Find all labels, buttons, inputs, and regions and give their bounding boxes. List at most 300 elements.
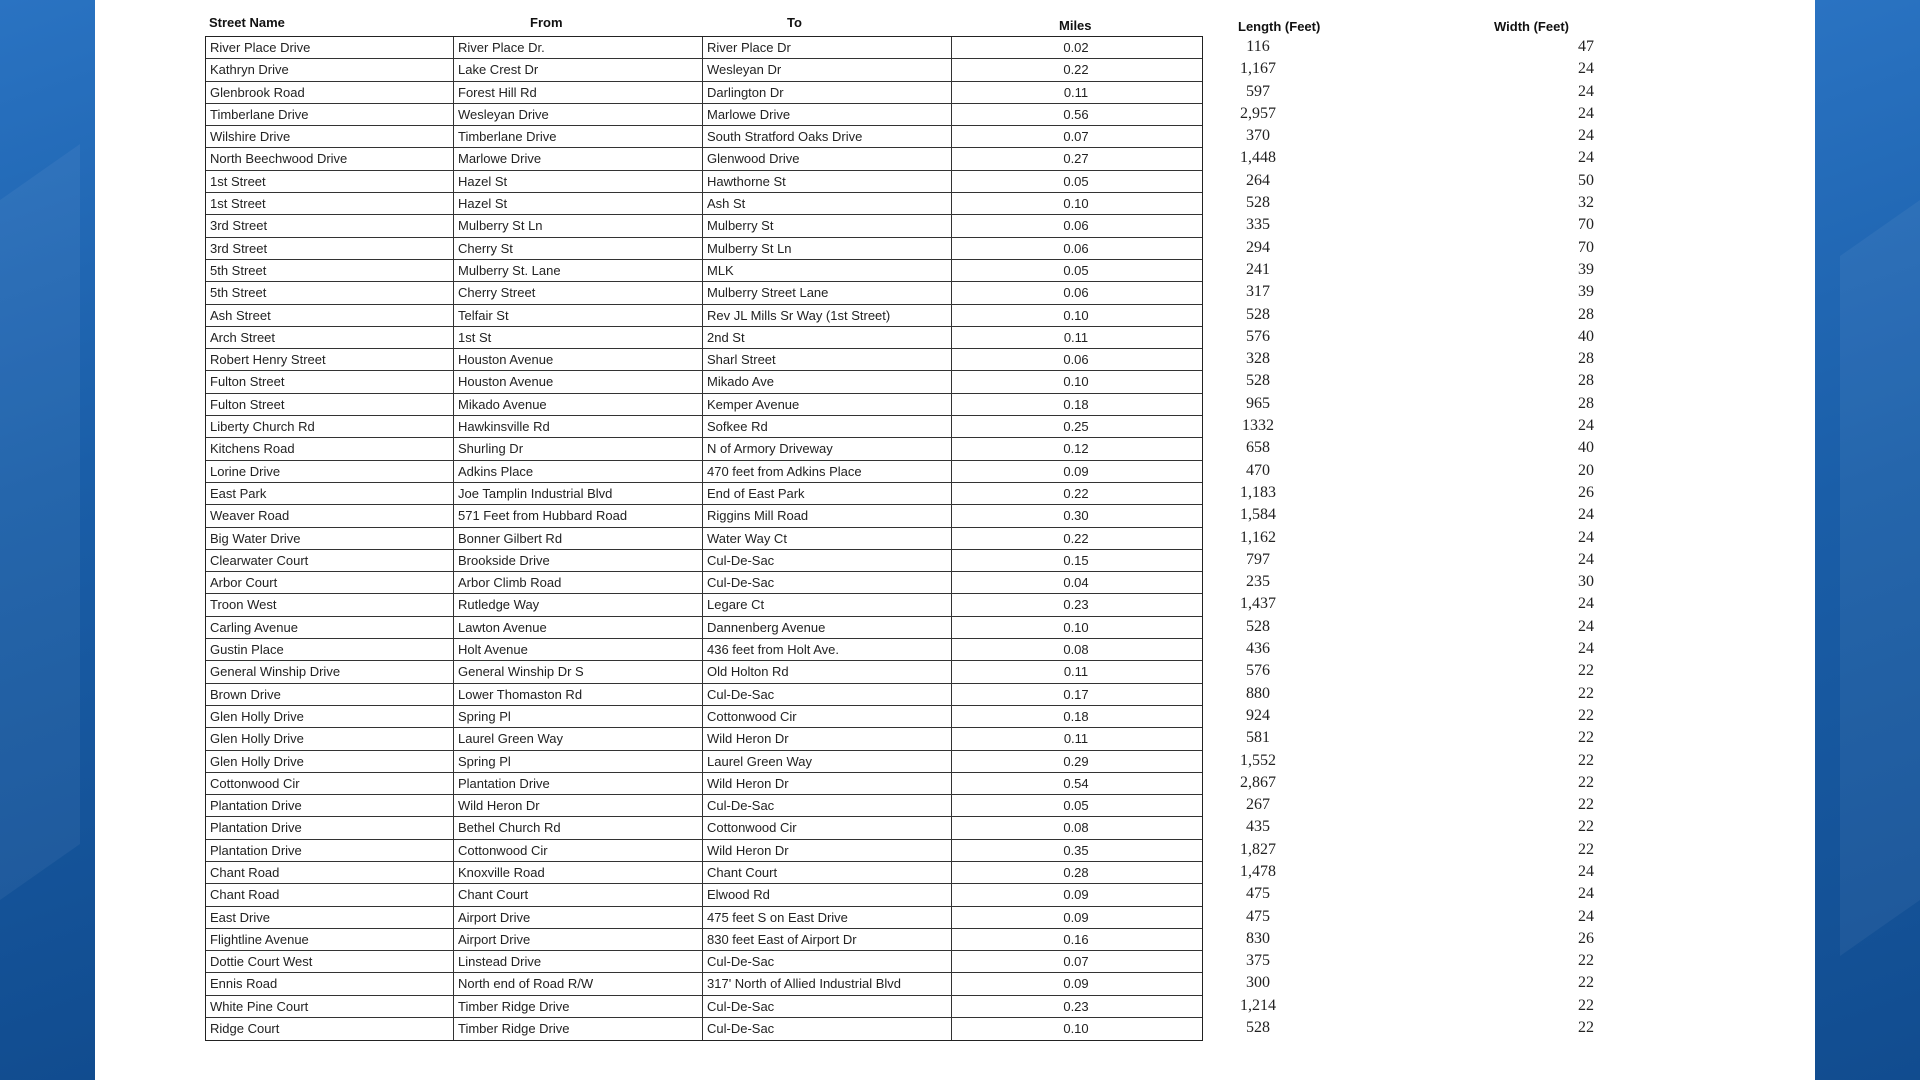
street-name-cell: General Winship Drive [206, 661, 454, 682]
miles-cell: 0.11 [1063, 664, 1089, 680]
from-cell: Holt Avenue [454, 639, 703, 660]
miles-cell: 0.10 [1063, 619, 1089, 635]
width-feet-cell: 24 [1578, 82, 1594, 100]
length-width-row [95, 727, 1815, 749]
length-feet-cell: 375 [1246, 952, 1270, 970]
header-width-feet: Width (Feet) [1494, 19, 1569, 34]
street-name-cell: Kitchens Road [206, 438, 454, 459]
from-cell: Houston Avenue [454, 349, 703, 370]
to-cell: Dannenberg Avenue [703, 617, 952, 638]
miles-cell: 0.18 [1063, 396, 1089, 412]
from-cell: River Place Dr. [454, 37, 703, 58]
street-name-cell: Troon West [206, 594, 454, 615]
to-cell: Rev JL Mills Sr Way (1st Street) [703, 305, 952, 326]
length-feet-cell: 528 [1246, 1019, 1270, 1037]
length-feet-cell: 528 [1246, 372, 1270, 390]
street-name-cell: Wilshire Drive [206, 126, 454, 147]
length-width-row [95, 705, 1815, 727]
width-feet-cell: 40 [1578, 439, 1594, 457]
length-width-row [95, 147, 1815, 169]
from-cell: Arbor Climb Road [454, 572, 703, 593]
miles-cell: 0.08 [1063, 820, 1089, 836]
length-feet-cell: 2,867 [1240, 773, 1276, 791]
length-feet-cell: 1,162 [1240, 528, 1276, 546]
miles-cell: 0.35 [1063, 842, 1089, 858]
miles-cell: 0.30 [1063, 508, 1089, 524]
from-cell: Lower Thomaston Rd [454, 684, 703, 705]
from-cell: Mulberry St Ln [454, 215, 703, 236]
street-name-cell: Dottie Court West [206, 951, 454, 972]
from-cell: Plantation Drive [454, 773, 703, 794]
width-feet-cell: 22 [1578, 996, 1594, 1014]
length-feet-cell: 797 [1246, 550, 1270, 568]
length-width-row [95, 549, 1815, 571]
to-cell: Cul-De-Sac [703, 951, 952, 972]
from-cell: Cottonwood Cir [454, 840, 703, 861]
from-cell: Airport Drive [454, 907, 703, 928]
from-cell: Cherry St [454, 238, 703, 259]
width-feet-cell: 47 [1578, 38, 1594, 55]
width-feet-cell: 70 [1578, 238, 1594, 256]
length-feet-cell: 1,183 [1240, 483, 1276, 501]
width-feet-cell: 26 [1578, 929, 1594, 947]
to-cell: Wild Heron Dr [703, 728, 952, 749]
to-cell: Cul-De-Sac [703, 795, 952, 816]
street-name-cell: Plantation Drive [206, 817, 454, 838]
length-feet-cell: 830 [1246, 929, 1270, 947]
length-feet-cell: 1332 [1242, 417, 1274, 435]
street-name-cell: Robert Henry Street [206, 349, 454, 370]
from-cell: Lawton Avenue [454, 617, 703, 638]
length-feet-cell: 370 [1246, 127, 1270, 145]
from-cell: Hazel St [454, 171, 703, 192]
to-cell: Mulberry St [703, 215, 952, 236]
from-cell: Timber Ridge Drive [454, 1018, 703, 1040]
length-feet-cell: 1,552 [1240, 751, 1276, 769]
street-name-cell: Glenbrook Road [206, 82, 454, 103]
from-cell: 571 Feet from Hubbard Road [454, 505, 703, 526]
from-cell: North end of Road R/W [454, 973, 703, 994]
width-feet-cell: 24 [1578, 127, 1594, 145]
street-name-cell: Gustin Place [206, 639, 454, 660]
miles-cell: 0.12 [1063, 441, 1089, 457]
street-name-cell: 3rd Street [206, 215, 454, 236]
street-name-cell: Plantation Drive [206, 840, 454, 861]
street-name-cell: Lorine Drive [206, 461, 454, 482]
to-cell: Cottonwood Cir [703, 706, 952, 727]
length-width-row [95, 750, 1815, 772]
width-feet-cell: 22 [1578, 773, 1594, 791]
street-name-cell: Liberty Church Rd [206, 416, 454, 437]
street-name-cell: Cottonwood Cir [206, 773, 454, 794]
length-width-row [95, 794, 1815, 816]
length-feet-cell: 435 [1246, 818, 1270, 836]
length-width-row [95, 972, 1815, 994]
street-name-cell: Plantation Drive [206, 795, 454, 816]
street-name-cell: White Pine Court [206, 996, 454, 1017]
background-right-panel [1815, 0, 1920, 1080]
from-cell: Mikado Avenue [454, 394, 703, 415]
length-width-row [95, 616, 1815, 638]
to-cell: N of Armory Driveway [703, 438, 952, 459]
street-name-cell: 1st Street [206, 193, 454, 214]
length-feet-cell: 475 [1246, 907, 1270, 925]
from-cell: Timber Ridge Drive [454, 996, 703, 1017]
length-feet-cell: 1,167 [1240, 60, 1276, 78]
document-page [95, 0, 1815, 1080]
from-cell: Telfair St [454, 305, 703, 326]
length-width-row [95, 415, 1815, 437]
width-feet-cell: 39 [1578, 283, 1594, 301]
length-width-row [95, 103, 1815, 125]
width-feet-cell: 24 [1578, 862, 1594, 880]
street-name-cell: 5th Street [206, 260, 454, 281]
street-name-cell: Kathryn Drive [206, 59, 454, 80]
width-feet-cell: 22 [1578, 751, 1594, 769]
length-width-row [95, 304, 1815, 326]
width-feet-cell: 28 [1578, 394, 1594, 412]
street-name-cell: Big Water Drive [206, 528, 454, 549]
length-feet-cell: 528 [1246, 305, 1270, 323]
miles-cell: 0.23 [1063, 597, 1089, 613]
width-feet-cell: 22 [1578, 662, 1594, 680]
miles-cell: 0.10 [1063, 196, 1089, 212]
from-cell: Lake Crest Dr [454, 59, 703, 80]
length-width-row [95, 928, 1815, 950]
from-cell: Hazel St [454, 193, 703, 214]
length-width-row [95, 683, 1815, 705]
length-width-row [95, 638, 1815, 660]
street-name-cell: 5th Street [206, 282, 454, 303]
to-cell: Wild Heron Dr [703, 840, 952, 861]
width-feet-cell: 20 [1578, 461, 1594, 479]
street-name-cell: Weaver Road [206, 505, 454, 526]
length-width-row [95, 81, 1815, 103]
street-name-cell: North Beechwood Drive [206, 148, 454, 169]
width-feet-cell: 24 [1578, 149, 1594, 167]
miles-cell: 0.10 [1063, 307, 1089, 323]
width-feet-cell: 24 [1578, 617, 1594, 635]
length-width-row [95, 883, 1815, 905]
width-feet-cell: 24 [1578, 907, 1594, 925]
length-width-row [95, 482, 1815, 504]
from-cell: General Winship Dr S [454, 661, 703, 682]
length-width-row [95, 593, 1815, 615]
to-cell: Chant Court [703, 862, 952, 883]
length-feet-cell: 436 [1246, 640, 1270, 658]
miles-cell: 0.06 [1063, 218, 1089, 234]
to-cell: Ash St [703, 193, 952, 214]
miles-cell: 0.28 [1063, 864, 1089, 880]
to-cell: 2nd St [703, 327, 952, 348]
to-cell: Mulberry St Ln [703, 238, 952, 259]
from-cell: Hawkinsville Rd [454, 416, 703, 437]
from-cell: Bethel Church Rd [454, 817, 703, 838]
to-cell: 470 feet from Adkins Place [703, 461, 952, 482]
street-name-cell: Arch Street [206, 327, 454, 348]
header-street-name: Street Name [209, 15, 285, 30]
from-cell: Knoxville Road [454, 862, 703, 883]
street-name-cell: East Park [206, 483, 454, 504]
width-feet-cell: 24 [1578, 528, 1594, 546]
length-width-row [95, 460, 1815, 482]
miles-cell: 0.09 [1063, 887, 1089, 903]
from-cell: Cherry Street [454, 282, 703, 303]
miles-cell: 0.15 [1063, 552, 1089, 568]
length-feet-cell: 924 [1246, 706, 1270, 724]
from-cell: Spring Pl [454, 751, 703, 772]
length-feet-cell: 1,584 [1240, 506, 1276, 524]
length-feet-cell: 317 [1246, 283, 1270, 301]
street-name-cell: Glen Holly Drive [206, 751, 454, 772]
length-width-row [95, 237, 1815, 259]
length-width-columns [95, 36, 1815, 1039]
from-cell: Joe Tamplin Industrial Blvd [454, 483, 703, 504]
width-feet-cell: 30 [1578, 573, 1594, 591]
length-feet-cell: 1,437 [1240, 595, 1276, 613]
length-width-row [95, 906, 1815, 928]
from-cell: Adkins Place [454, 461, 703, 482]
to-cell: Laurel Green Way [703, 751, 952, 772]
width-feet-cell: 40 [1578, 327, 1594, 345]
width-feet-cell: 28 [1578, 372, 1594, 390]
header-miles: Miles [1059, 18, 1092, 33]
length-feet-cell: 300 [1246, 974, 1270, 992]
street-name-cell: Fulton Street [206, 371, 454, 392]
miles-cell: 0.27 [1063, 151, 1089, 167]
miles-cell: 0.06 [1063, 352, 1089, 368]
width-feet-cell: 26 [1578, 483, 1594, 501]
street-name-cell: Ash Street [206, 305, 454, 326]
length-feet-cell: 475 [1246, 885, 1270, 903]
length-feet-cell: 2,957 [1240, 104, 1276, 122]
street-name-cell: Brown Drive [206, 684, 454, 705]
from-cell: Mulberry St. Lane [454, 260, 703, 281]
length-width-row [95, 192, 1815, 214]
miles-cell: 0.02 [1063, 40, 1089, 55]
width-feet-cell: 28 [1578, 305, 1594, 323]
length-feet-cell: 470 [1246, 461, 1270, 479]
length-width-row [95, 772, 1815, 794]
miles-cell: 0.11 [1063, 84, 1089, 100]
length-feet-cell: 264 [1246, 171, 1270, 189]
length-width-row [95, 571, 1815, 593]
miles-cell: 0.07 [1063, 129, 1089, 145]
miles-cell: 0.10 [1063, 1021, 1089, 1037]
width-feet-cell: 39 [1578, 260, 1594, 278]
street-name-cell: Clearwater Court [206, 550, 454, 571]
from-cell: Wesleyan Drive [454, 104, 703, 125]
to-cell: Cul-De-Sac [703, 1018, 952, 1040]
street-name-cell: 3rd Street [206, 238, 454, 259]
length-width-row [95, 995, 1815, 1017]
miles-cell: 0.05 [1063, 173, 1089, 189]
width-feet-cell: 24 [1578, 506, 1594, 524]
to-cell: 317' North of Allied Industrial Blvd [703, 973, 952, 994]
miles-cell: 0.07 [1063, 954, 1089, 970]
miles-cell: 0.09 [1063, 976, 1089, 992]
to-cell: Darlington Dr [703, 82, 952, 103]
length-width-row [95, 326, 1815, 348]
from-cell: Brookside Drive [454, 550, 703, 571]
street-name-cell: Ridge Court [206, 1018, 454, 1040]
to-cell: River Place Dr [703, 37, 952, 58]
header-length-feet: Length (Feet) [1238, 19, 1321, 34]
width-feet-cell: 22 [1578, 952, 1594, 970]
length-feet-cell: 1,827 [1240, 840, 1276, 858]
length-width-row [95, 527, 1815, 549]
miles-cell: 0.06 [1063, 240, 1089, 256]
width-feet-cell: 32 [1578, 194, 1594, 212]
street-name-cell: Carling Avenue [206, 617, 454, 638]
from-cell: Bonner Gilbert Rd [454, 528, 703, 549]
street-name-cell: 1st Street [206, 171, 454, 192]
length-feet-cell: 328 [1246, 350, 1270, 368]
from-cell: Laurel Green Way [454, 728, 703, 749]
width-feet-cell: 70 [1578, 216, 1594, 234]
miles-cell: 0.09 [1063, 909, 1089, 925]
miles-cell: 0.22 [1063, 530, 1089, 546]
from-cell: Timberlane Drive [454, 126, 703, 147]
width-feet-cell: 24 [1578, 417, 1594, 435]
from-cell: Wild Heron Dr [454, 795, 703, 816]
to-cell: Sharl Street [703, 349, 952, 370]
length-width-row [95, 393, 1815, 415]
length-width-row [95, 950, 1815, 972]
width-feet-cell: 28 [1578, 350, 1594, 368]
to-cell: Old Holton Rd [703, 661, 952, 682]
length-width-row [95, 214, 1815, 236]
from-cell: Forest Hill Rd [454, 82, 703, 103]
length-width-row [95, 370, 1815, 392]
to-cell: Cul-De-Sac [703, 996, 952, 1017]
to-cell: Cul-De-Sac [703, 572, 952, 593]
width-feet-cell: 24 [1578, 595, 1594, 613]
header-to: To [787, 15, 802, 30]
from-cell: Houston Avenue [454, 371, 703, 392]
street-name-cell: Timberlane Drive [206, 104, 454, 125]
miles-cell: 0.25 [1063, 419, 1089, 435]
to-cell: Riggins Mill Road [703, 505, 952, 526]
length-feet-cell: 116 [1246, 38, 1270, 55]
length-feet-cell: 267 [1246, 796, 1270, 814]
to-cell: Elwood Rd [703, 884, 952, 905]
width-feet-cell: 22 [1578, 729, 1594, 747]
street-name-cell: Glen Holly Drive [206, 706, 454, 727]
length-width-row [95, 58, 1815, 80]
width-feet-cell: 22 [1578, 1019, 1594, 1037]
width-feet-cell: 22 [1578, 684, 1594, 702]
length-feet-cell: 581 [1246, 729, 1270, 747]
miles-cell: 0.11 [1063, 731, 1089, 747]
miles-cell: 0.23 [1063, 998, 1089, 1014]
width-feet-cell: 22 [1578, 796, 1594, 814]
to-cell: Mikado Ave [703, 371, 952, 392]
length-feet-cell: 965 [1246, 394, 1270, 412]
length-feet-cell: 576 [1246, 327, 1270, 345]
from-cell: Linstead Drive [454, 951, 703, 972]
to-cell: 475 feet S on East Drive [703, 907, 952, 928]
length-feet-cell: 597 [1246, 82, 1270, 100]
length-feet-cell: 880 [1246, 684, 1270, 702]
from-cell: Chant Court [454, 884, 703, 905]
to-cell: South Stratford Oaks Drive [703, 126, 952, 147]
miles-cell: 0.22 [1063, 62, 1089, 78]
to-cell: End of East Park [703, 483, 952, 504]
length-width-row [95, 36, 1815, 58]
to-cell: 830 feet East of Airport Dr [703, 929, 952, 950]
length-feet-cell: 241 [1246, 260, 1270, 278]
length-width-row [95, 259, 1815, 281]
street-name-cell: Chant Road [206, 884, 454, 905]
street-name-cell: Ennis Road [206, 973, 454, 994]
length-feet-cell: 335 [1246, 216, 1270, 234]
from-cell: Marlowe Drive [454, 148, 703, 169]
miles-cell: 0.06 [1063, 285, 1089, 301]
to-cell: Wild Heron Dr [703, 773, 952, 794]
length-width-row [95, 504, 1815, 526]
miles-cell: 0.08 [1063, 642, 1089, 658]
header-from: From [530, 15, 563, 30]
length-width-row [95, 839, 1815, 861]
width-feet-cell: 24 [1578, 640, 1594, 658]
street-name-cell: River Place Drive [206, 37, 454, 58]
length-width-row [95, 861, 1815, 883]
from-cell: Airport Drive [454, 929, 703, 950]
width-feet-cell: 22 [1578, 706, 1594, 724]
length-feet-cell: 1,214 [1240, 996, 1276, 1014]
street-name-cell: Fulton Street [206, 394, 454, 415]
to-cell: Wesleyan Dr [703, 59, 952, 80]
miles-cell: 0.54 [1063, 775, 1089, 791]
width-feet-cell: 24 [1578, 104, 1594, 122]
length-width-row [95, 125, 1815, 147]
length-feet-cell: 528 [1246, 194, 1270, 212]
length-feet-cell: 658 [1246, 439, 1270, 457]
miles-cell: 0.18 [1063, 708, 1089, 724]
miles-cell: 0.16 [1063, 931, 1089, 947]
from-cell: 1st St [454, 327, 703, 348]
to-cell: Water Way Ct [703, 528, 952, 549]
miles-cell: 0.09 [1063, 463, 1089, 479]
miles-cell: 0.05 [1063, 262, 1089, 278]
miles-cell: 0.11 [1063, 329, 1089, 345]
length-width-row [95, 281, 1815, 303]
width-feet-cell: 22 [1578, 818, 1594, 836]
to-cell: Sofkee Rd [703, 416, 952, 437]
street-name-cell: Arbor Court [206, 572, 454, 593]
miles-cell: 0.05 [1063, 798, 1089, 814]
from-cell: Spring Pl [454, 706, 703, 727]
width-feet-cell: 24 [1578, 885, 1594, 903]
length-feet-cell: 1,478 [1240, 862, 1276, 880]
width-feet-cell: 24 [1578, 550, 1594, 568]
length-width-row [95, 170, 1815, 192]
length-width-row [95, 660, 1815, 682]
miles-cell: 0.56 [1063, 106, 1089, 122]
length-width-row [95, 1017, 1815, 1039]
to-cell: Hawthorne St [703, 171, 952, 192]
street-name-cell: East Drive [206, 907, 454, 928]
miles-cell: 0.17 [1063, 686, 1089, 702]
to-cell: Legare Ct [703, 594, 952, 615]
to-cell: MLK [703, 260, 952, 281]
miles-cell: 0.10 [1063, 374, 1089, 390]
street-name-cell: Flightline Avenue [206, 929, 454, 950]
width-feet-cell: 22 [1578, 840, 1594, 858]
width-feet-cell: 22 [1578, 974, 1594, 992]
to-cell: Kemper Avenue [703, 394, 952, 415]
